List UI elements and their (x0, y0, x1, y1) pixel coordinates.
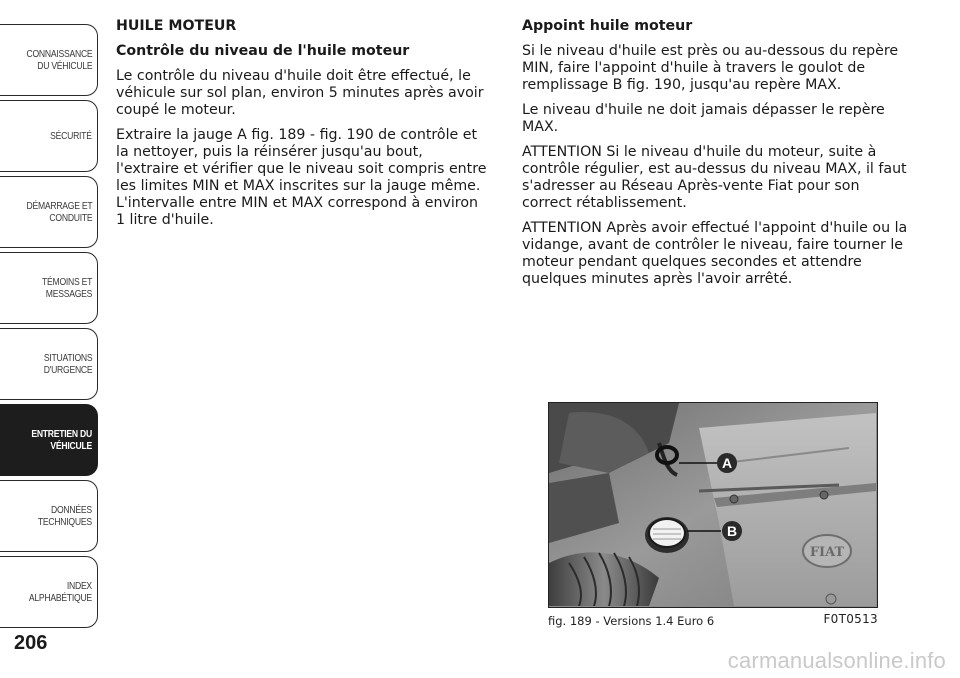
caption-text: fig. 189 - Versions 1.4 Euro 6 (548, 614, 715, 628)
tab-securite[interactable] (0, 100, 98, 172)
paragraph: Si le niveau d'huile est près ou au-dessous du repère MIN, faire l'appoint d'huile à travers le goulot de remplissage B fig. 190, jusqu'au repère MAX. (522, 43, 899, 93)
tab-label: SITUATIONS D'URGENCE (43, 352, 92, 376)
paragraph: Le niveau d'huile ne doit jamais dépasser le repère MAX. (522, 102, 885, 135)
figure-caption (548, 614, 878, 630)
tab-entretien-du-vehicule[interactable] (0, 404, 98, 476)
tab-demarrage-et-conduite[interactable] (0, 176, 98, 248)
tab-label: DONNÉES TECHNIQUES (38, 504, 92, 528)
engine-photo-figure (548, 402, 878, 608)
paragraph: Le contrôle du niveau d'huile doit être effectué, le véhicule sur sol plan, environ 5 minutes après avoir coupé le moteur. (116, 68, 484, 118)
tab-label: DÉMARRAGE ET CONDUITE (26, 200, 92, 224)
tab-label: INDEX ALPHABÉTIQUE (28, 580, 92, 604)
tab-connaissance-du-vehicule[interactable] (0, 24, 98, 96)
paragraph: Extraire la jauge A fig. 189 - fig. 190 de contrôle et la nettoyer, puis la réinsérer jusqu'au bout, l'extraire et vérifier que le niveau soit compris entre les limites MIN et MAX inscrites sur la jauge même. L'intervalle entre MIN et MAX correspond à environ 1 litre d'huile. (116, 127, 487, 228)
oil-filler-cap-icon (649, 519, 685, 547)
subsection-title: Appoint huile moteur (522, 18, 693, 34)
fiat-logo-text: FIAT (809, 545, 845, 560)
tab-donnees-techniques[interactable] (0, 480, 98, 552)
engine-bay-illustration (549, 403, 876, 606)
tab-situations-durgence[interactable] (0, 328, 98, 400)
section-title: HUILE MOTEUR (116, 18, 237, 34)
watermark: carmanualsonline.info (727, 648, 946, 673)
subsection-title: Contrôle du niveau de l'huile moteur (116, 43, 410, 59)
tab-label: TÉMOINS ET MESSAGES (41, 276, 92, 300)
right-column (522, 18, 910, 296)
tab-index-alphabetique[interactable] (0, 556, 98, 628)
callout-b-label: B (726, 523, 738, 539)
figure-code: F0T0513 (823, 612, 878, 626)
warning-paragraph: ATTENTION Si le niveau d'huile du moteur, suite à contrôle régulier, est au-dessus du niveau MAX, il faut s'adresser au Réseau Après-vente Fiat pour son correct rétablissement. (522, 144, 907, 211)
left-column (116, 18, 488, 237)
callout-a-label: A (721, 455, 733, 471)
tab-temoins-et-messages[interactable] (0, 252, 98, 324)
warning-paragraph: ATTENTION Après avoir effectué l'appoint d'huile ou la vidange, avant de contrôler le niveau, faire tourner le moteur pendant quelques secondes et attendre quelques minutes après l'avoir arrêté. (522, 220, 908, 287)
tab-label: SÉCURITÉ (50, 130, 92, 142)
page-number: 206 (14, 632, 48, 654)
tab-label: CONNAISSANCE DU VÉHICULE (26, 48, 92, 72)
tab-label: ENTRETIEN DU VÉHICULE (31, 428, 92, 452)
